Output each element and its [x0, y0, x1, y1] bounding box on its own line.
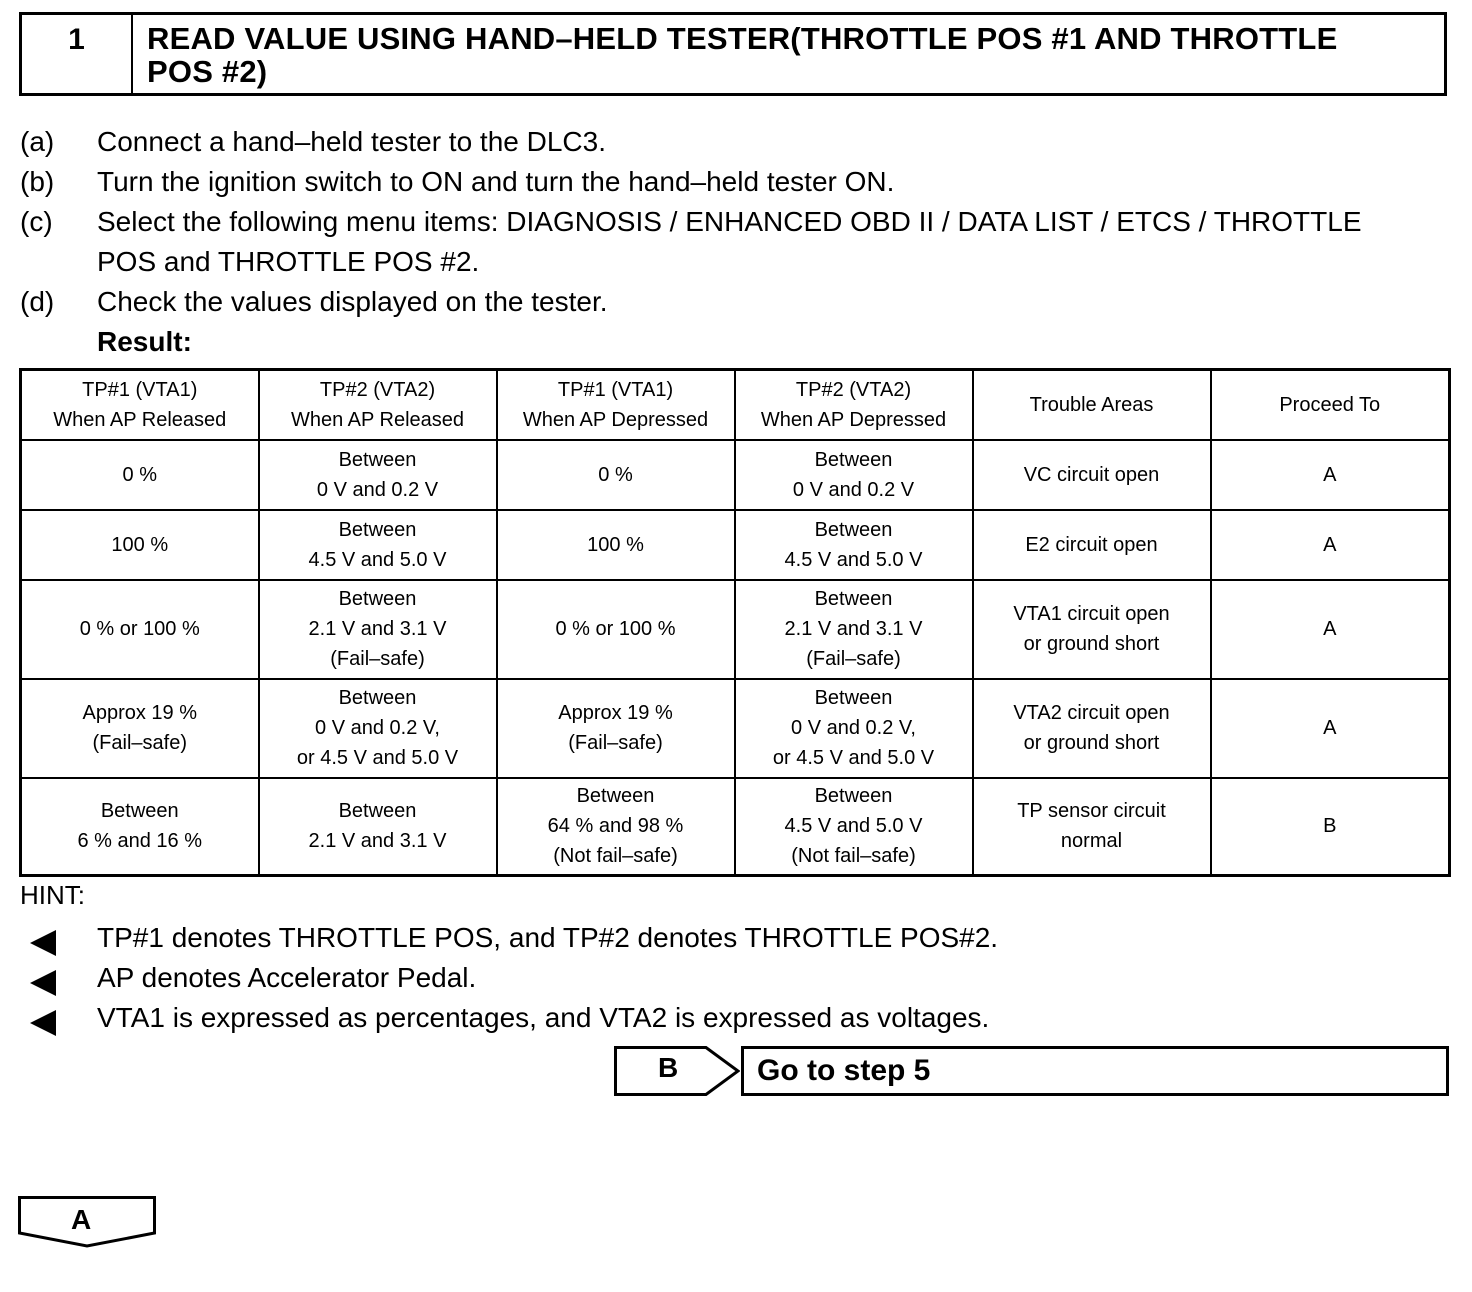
table-row: [21, 440, 1450, 510]
table-cell: A: [1211, 510, 1450, 580]
table-cell: E2 circuit open: [973, 510, 1211, 580]
instruction-text: Turn the ignition switch to ON and turn the hand–held tester ON.: [97, 166, 895, 197]
step-title: [133, 15, 1444, 93]
instruction-text: Check the values displayed on the tester.: [97, 286, 608, 317]
table-cell: Between 0 V and 0.2 V: [259, 440, 497, 510]
table-cell: 0 %: [21, 440, 259, 510]
table-cell: Between 0 V and 0.2 V, or 4.5 V and 5.0 V: [735, 679, 973, 778]
branch-b-box: [614, 1046, 740, 1096]
table-header-cell: TP#1 (VTA1) When AP Depressed: [497, 370, 735, 440]
table-row: [21, 778, 1450, 876]
table-cell: TP sensor circuit normal: [973, 778, 1211, 876]
table-cell: Approx 19 % (Fail–safe): [21, 679, 259, 778]
table-cell: Between 4.5 V and 5.0 V (Not fail–safe): [735, 778, 973, 876]
table-cell: A: [1211, 580, 1450, 679]
table-cell: Between 4.5 V and 5.0 V: [735, 510, 973, 580]
table-row: [21, 510, 1450, 580]
table-header-cell: TP#2 (VTA2) When AP Released: [259, 370, 497, 440]
table-cell: Between 2.1 V and 3.1 V (Fail–safe): [259, 580, 497, 679]
branch-b-label: B: [658, 1052, 679, 1083]
table-cell: Between 2.1 V and 3.1 V (Fail–safe): [735, 580, 973, 679]
table-cell: A: [1211, 679, 1450, 778]
instruction-label: (a): [20, 126, 55, 157]
table-cell: 0 % or 100 %: [497, 580, 735, 679]
instruction-label: (d): [20, 286, 55, 317]
result-table: [19, 368, 1451, 877]
hint-text: VTA1 is expressed as percentages, and VTA2 is expressed as voltages.: [97, 1002, 990, 1033]
table-cell: Between 6 % and 16 %: [21, 778, 259, 876]
bullet-triangle-icon: [30, 1010, 56, 1036]
branch-a-box: [18, 1196, 156, 1248]
hint-text: AP denotes Accelerator Pedal.: [97, 962, 477, 993]
table-cell: VTA1 circuit open or ground short: [973, 580, 1211, 679]
table-row: [21, 580, 1450, 679]
instruction-text: Select the following menu items: DIAGNOSIS / ENHANCED OBD II / DATA LIST / ETCS / THROTTLE: [97, 206, 1362, 237]
table-cell: 100 %: [21, 510, 259, 580]
table-row: [21, 679, 1450, 778]
table-header-cell: TP#1 (VTA1) When AP Released: [21, 370, 259, 440]
step-title-line2: POS #2): [147, 54, 268, 89]
instruction-label: (b): [20, 166, 55, 197]
table-cell: Between 2.1 V and 3.1 V: [259, 778, 497, 876]
instruction-text-cont: POS and THROTTLE POS #2.: [97, 246, 480, 277]
hint-text: TP#1 denotes THROTTLE POS, and TP#2 denotes THROTTLE POS#2.: [97, 922, 999, 953]
bullet-triangle-icon: [30, 970, 56, 996]
table-cell: 100 %: [497, 510, 735, 580]
table-cell: VC circuit open: [973, 440, 1211, 510]
instruction-label: (c): [20, 206, 53, 237]
table-cell: Approx 19 % (Fail–safe): [497, 679, 735, 778]
bullet-triangle-icon: [30, 930, 56, 956]
table-cell: A: [1211, 440, 1450, 510]
table-header-cell: Trouble Areas: [973, 370, 1211, 440]
table-cell: Between 4.5 V and 5.0 V: [259, 510, 497, 580]
table-cell: Between 0 V and 0.2 V: [735, 440, 973, 510]
table-cell: Between 64 % and 98 % (Not fail–safe): [497, 778, 735, 876]
step-number: 1: [22, 15, 133, 93]
table-cell: Between 0 V and 0.2 V, or 4.5 V and 5.0 V: [259, 679, 497, 778]
table-cell: B: [1211, 778, 1450, 876]
result-label: Result:: [97, 326, 192, 357]
hint-title: HINT:: [20, 880, 85, 910]
step-title-line1: READ VALUE USING HAND–HELD TESTER(THROTTLE POS #1 AND THROTTLE: [147, 21, 1338, 56]
table-cell: VTA2 circuit open or ground short: [973, 679, 1211, 778]
table-header-row: [21, 370, 1450, 440]
instruction-text: Connect a hand–held tester to the DLC3.: [97, 126, 607, 157]
table-cell: 0 %: [497, 440, 735, 510]
table-header-cell: TP#2 (VTA2) When AP Depressed: [735, 370, 973, 440]
table-cell: 0 % or 100 %: [21, 580, 259, 679]
table-header-cell: Proceed To: [1211, 370, 1450, 440]
branch-b-action: Go to step 5: [741, 1046, 1449, 1096]
branch-a-label: A: [71, 1204, 92, 1235]
step-header: [19, 12, 1447, 96]
